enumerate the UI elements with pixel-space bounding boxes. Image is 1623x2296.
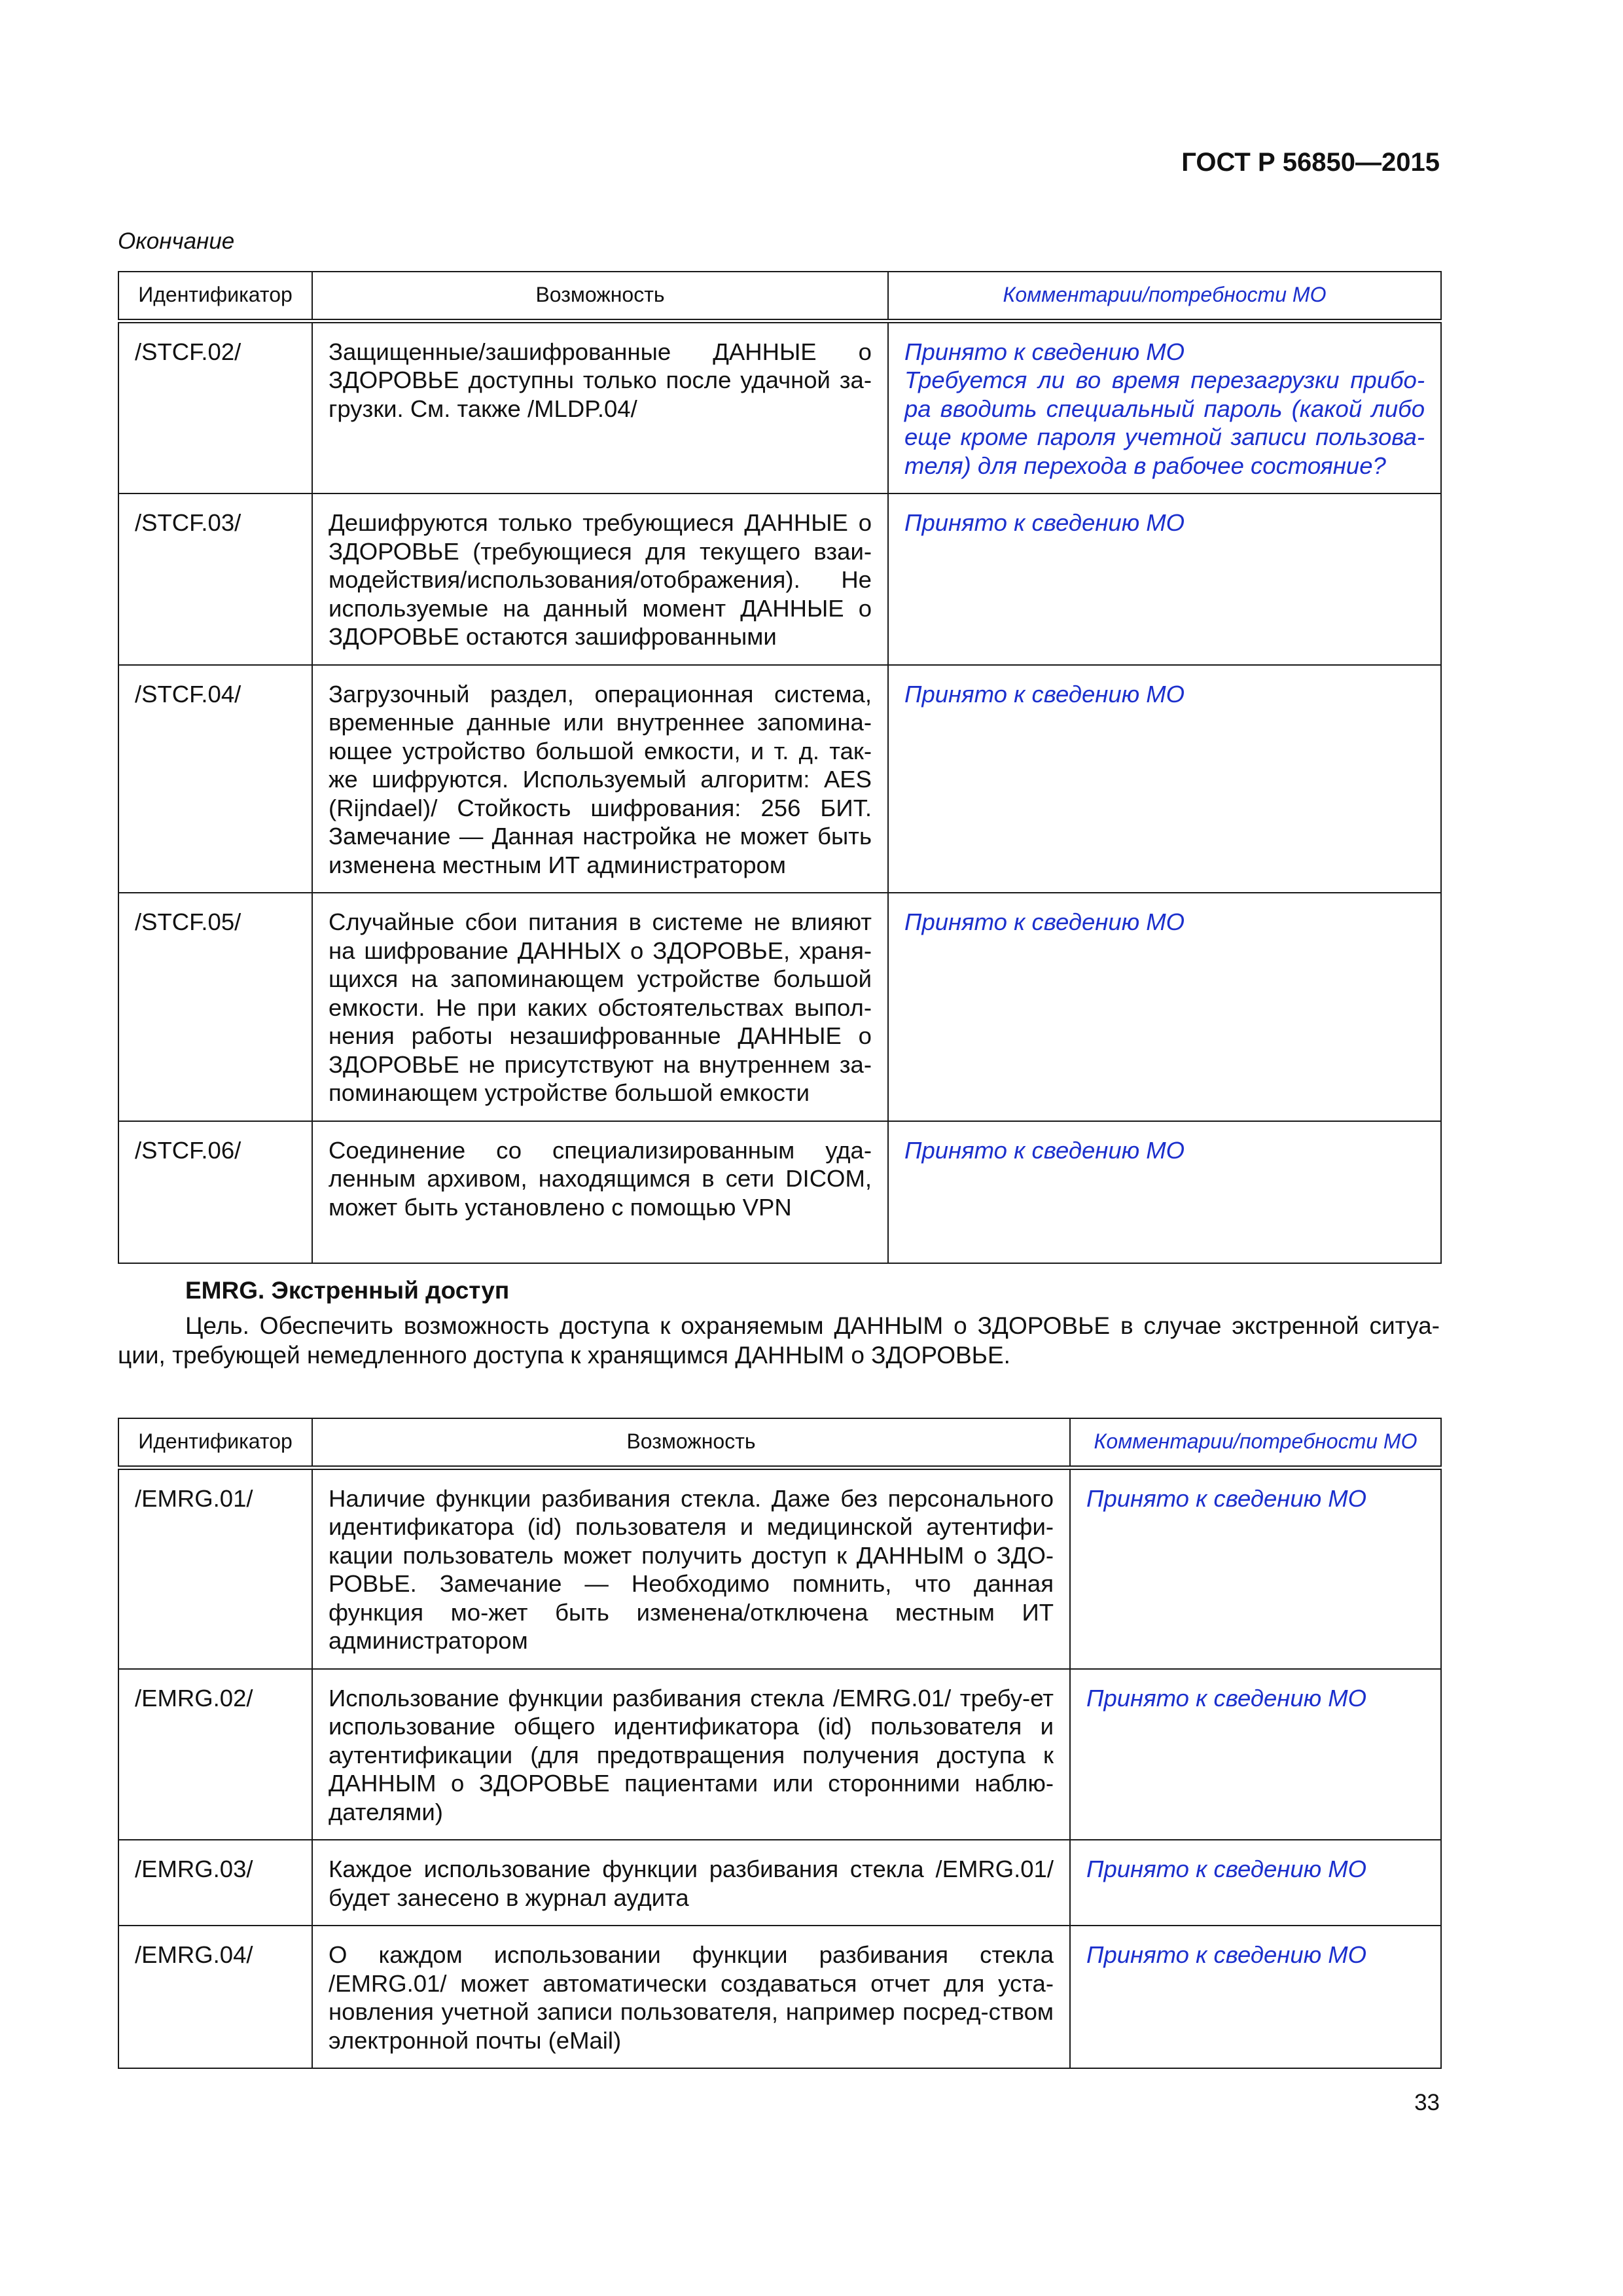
- requirement-comment: Принято к сведению МО: [888, 893, 1441, 1121]
- column-header-id: Идентификатор: [118, 1418, 312, 1467]
- table-row: [118, 1840, 1441, 1926]
- requirement-id: /EMRG.04/: [118, 1926, 312, 2068]
- requirement-id: /EMRG.03/: [118, 1840, 312, 1926]
- requirement-id: /STCF.02/: [118, 321, 312, 493]
- requirement-capability: Защищенные/зашифрованные ДАННЫЕ о ЗДОРОВЬЕ доступны только после удачной за-грузки. См. также /MLDP.04/: [312, 321, 888, 493]
- table-row: [118, 1926, 1441, 2068]
- table-row: [118, 1467, 1441, 1669]
- requirement-id: /EMRG.02/: [118, 1669, 312, 1840]
- requirement-capability: Случайные сбои питания в системе не влияют на шифрование ДАННЫХ о ЗДОРОВЬЕ, храня-щихся на запоминающем устройстве большой емкости. Не при каких обстоятельствах выпол-нения работы незашифрованные ДАННЫЕ о ЗДОРОВЬЕ не присутствуют на внутреннем за-поминающем устройстве большой емкости: [312, 893, 888, 1121]
- table-row: [118, 1121, 1441, 1263]
- section-goal: Цель. Обеспечить возможность доступа к охраняемым ДАННЫМ о ЗДОРОВЬЕ в случае экстренной ситуа-ции, требующей немедленного доступа к хранящимся ДАННЫМ о ЗДОРОВЬЕ.: [118, 1312, 1440, 1369]
- requirement-capability: Наличие функции разбивания стекла. Даже без персонального идентификатора (id) пользователя и медицинской аутентифи-кации пользователь может получить доступ к ДАННЫМ о ЗДО-РОВЬЕ. Замечание — Необходимо помнить, что данная функция мо-жет быть изменена/отключена местным ИТ администратором: [312, 1467, 1070, 1669]
- requirements-table-emrg: [118, 1418, 1442, 2069]
- requirement-comment: [888, 321, 1441, 493]
- column-header-id: Идентификатор: [118, 272, 312, 321]
- column-header-comment: Комментарии/потребности МО: [1070, 1418, 1441, 1467]
- requirement-comment: Принято к сведению МО: [1070, 1669, 1441, 1840]
- table-row: [118, 493, 1441, 665]
- requirement-id: /STCF.03/: [118, 493, 312, 665]
- document-code: ГОСТ Р 56850—2015: [1181, 148, 1440, 177]
- requirement-id: /STCF.06/: [118, 1121, 312, 1263]
- comment-line: Требуется ли во время перезагрузки прибо-ра вводить специальный пароль (какой либо еще кроме пароля учетной записи пользова-теля) для перехода в рабочее состояние?: [904, 367, 1425, 479]
- requirement-capability: Дешифруются только требующиеся ДАННЫЕ о ЗДОРОВЬЕ (требующиеся для текущего взаи-модействия/использования/отображения). Не используемые на данный момент ДАННЫЕ о ЗДОРОВЬЕ остаются зашифрованными: [312, 493, 888, 665]
- table-row: [118, 665, 1441, 893]
- requirement-capability: О каждом использовании функции разбивания стекла /EMRG.01/ может автоматически создаваться отчет для уста-новления учетной записи пользователя, например посред-ством электронной почты (eMail): [312, 1926, 1070, 2068]
- requirement-id: /STCF.04/: [118, 665, 312, 893]
- requirement-comment: Принято к сведению МО: [888, 1121, 1441, 1263]
- requirement-comment: Принято к сведению МО: [1070, 1926, 1441, 2068]
- comment-line: Принято к сведению МО: [904, 338, 1185, 365]
- column-header-comment: Комментарии/потребности МО: [888, 272, 1441, 321]
- table-row: [118, 893, 1441, 1121]
- requirement-capability: Соединение со специализированным уда-ленным архивом, находящимся в сети DICOM, может быть установлено с помощью VPN: [312, 1121, 888, 1263]
- column-header-capability: Возможность: [312, 1418, 1070, 1467]
- column-header-capability: Возможность: [312, 272, 888, 321]
- requirement-comment: Принято к сведению МО: [1070, 1840, 1441, 1926]
- page-number: 33: [1414, 2090, 1440, 2115]
- requirement-comment: Принято к сведению МО: [888, 493, 1441, 665]
- requirement-id: /EMRG.01/: [118, 1467, 312, 1669]
- requirement-comment: Принято к сведению МО: [888, 665, 1441, 893]
- requirement-capability: Использование функции разбивания стекла /EMRG.01/ требу-ет использование общего идентификатора (id) пользователя и аутентификации (для предотвращения получения доступа к ДАННЫМ о ЗДОРОВЬЕ пациентами или сторонними наблю-дателями): [312, 1669, 1070, 1840]
- table-row: [118, 321, 1441, 493]
- requirement-capability: Каждое использование функции разбивания стекла /EMRG.01/ будет занесено в журнал аудита: [312, 1840, 1070, 1926]
- continuation-label: Окончание: [118, 228, 235, 254]
- section-title: EMRG. Экстренный доступ: [185, 1277, 510, 1304]
- table-row: [118, 1669, 1441, 1840]
- requirement-comment: Принято к сведению МО: [1070, 1467, 1441, 1669]
- requirement-capability: Загрузочный раздел, операционная система, временные данные или внутреннее запомина-ющее устройство большой емкости, и т. д. так-же шифруются. Используемый алгоритм: AES (Rijndael)/ Стойкость шифрования: 256 БИТ. Замечание — Данная настройка не может быть изменена местным ИТ администратором: [312, 665, 888, 893]
- requirements-table-stcf: [118, 271, 1442, 1264]
- requirement-id: /STCF.05/: [118, 893, 312, 1121]
